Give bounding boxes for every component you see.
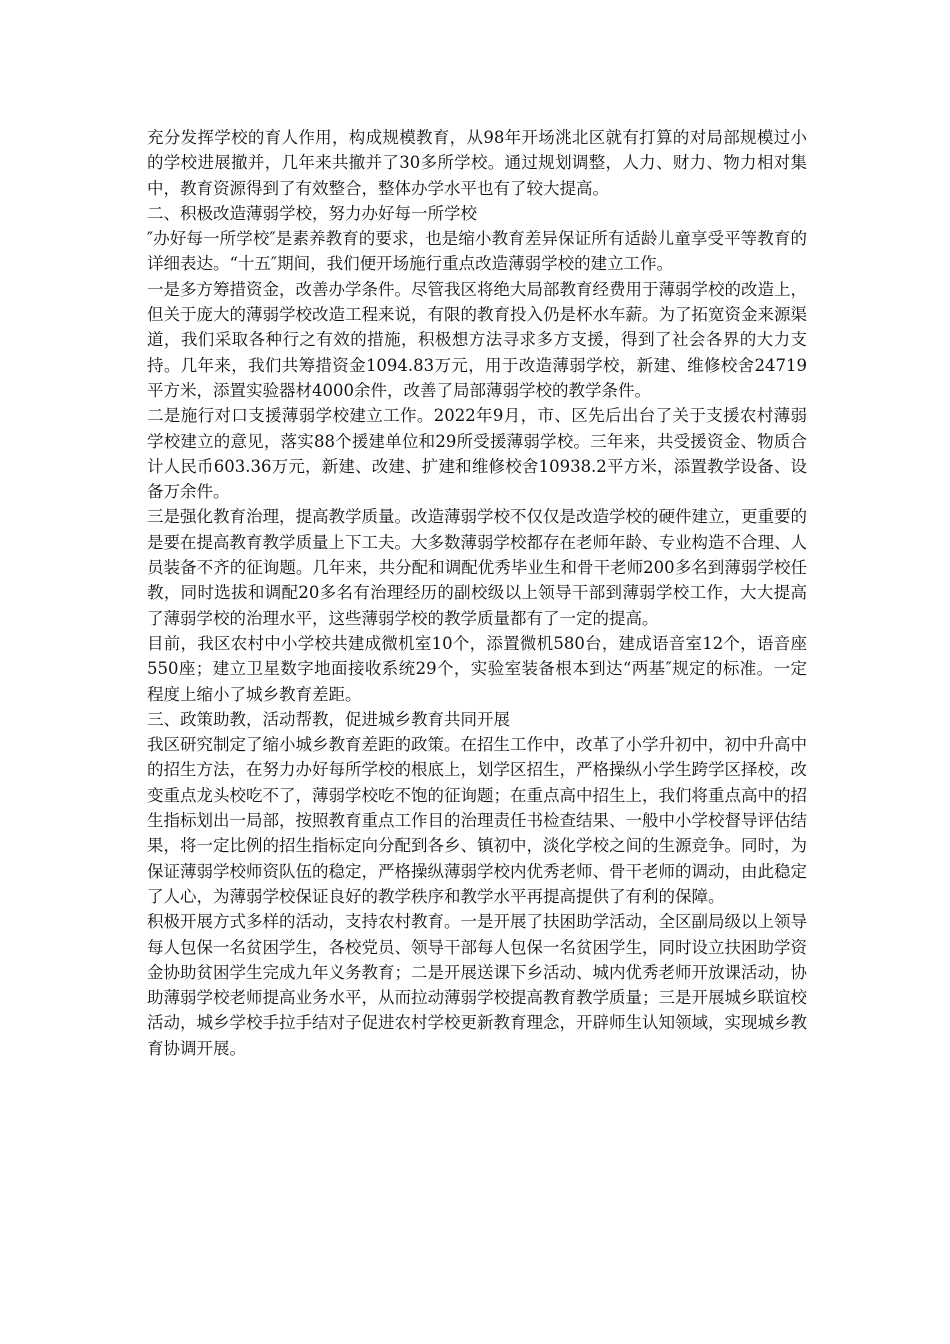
heading-section-three: 三、政策助教，活动帮教，促进城乡教育共同开展 xyxy=(147,709,510,729)
paragraph-rural-activities: 积极开展方式多样的活动，支持农村教育。一是开展了扶困助学活动，全区副局级以上领导每人包保一名贫困学生，各校党员、领导干部每人包保一名贫困学生，同时设立扶困助学资金协助贫困学生完成九年义务教育；二是开展送课下乡活动、城内优秀老师开放课活动，协助薄弱学校老师提高业务水平，从而拉动薄弱学校提高教育教学质量；三是开展城乡联谊校活动，城乡学校手拉手结对子促进农村学校更新教育理念，开辟师生认知领域，实现城乡教育协调开展。 xyxy=(147,912,807,1058)
paragraph-enrollment-policy: 我区研究制定了缩小城乡教育差距的政策。在招生工作中，改革了小学升初中，初中升高中的招生方法，在努力办好每所学校的根底上，划学区招生，严格操纵小学生跨学区择校，改变重点龙头校吃不了，薄弱学校吃不饱的征询题；在重点高中招生上，我们将重点高中的招生指标划出一局部，按照教育重点工作目的治理责任书检查结果、一般中小学校督导评估结果，将一定比例的招生指标定向分配到各乡、镇初中，淡化学校之间的生源竞争。同时，为保证薄弱学校师资队伍的稳定，严格操纵薄弱学校内优秀老师、骨干老师的调动，由此稳定了人心，为薄弱学校保证良好的教学秩序和教学水平再提高提供了有利的保障。 xyxy=(147,735,807,906)
paragraph-school-merger: 充分发挥学校的育人作用，构成规模教育，从98年开场洮北区就有打算的对局部规模过小的学校进展撤并，几年来共撤并了30多所学校。通过规划调整，人力、财力、物力相对集中，教育资源得到了有效整合，整体办学水平也有了较大提高。 xyxy=(147,128,807,198)
paragraph-paired-support: 二是施行对口支援薄弱学校建立工作。2022年9月，市、区先后出台了关于支援农村薄弱学校建立的意见，落实88个援建单位和29所受援薄弱学校。三年来，共受援资金、物质合计人民币603.36万元，新建、改建、扩建和维修校舍10938.2平方米，添置教学设备、设备万余件。 xyxy=(147,406,807,502)
paragraph-every-school: ″办好每一所学校″是素养教育的要求，也是缩小教育差异保证所有适龄儿童享受平等教育的详细表达。“十五″期间，我们便开场施行重点改造薄弱学校的建立工作。 xyxy=(147,229,807,274)
paragraph-funding: 一是多方筹措资金，改善办学条件。尽管我区将绝大局部教育经费用于薄弱学校的改造上，但关于庞大的薄弱学校改造工程来说，有限的教育投入仍是杯水车薪。为了拓宽资金来源渠道，我们采取各种行之有效的措施，积极想方法寻求多方支援，得到了社会各界的大力支持。几年来，我们共筹措资金1094.83万元，用于改造薄弱学校，新建、维修校舍24719平方米，添置实验器材4000余件，改善了局部薄弱学校的教学条件。 xyxy=(147,279,807,400)
document-body xyxy=(147,125,807,1061)
heading-section-two: 二、积极改造薄弱学校，努力办好每一所学校 xyxy=(147,203,477,223)
paragraph-equipment-status: 目前，我区农村中小学校共建成微机室10个，添置微机580台，建成语音室12个，语音座550座；建立卫星数字地面接收系统29个，实验室装备根本到达“两基″规定的标准。一定程度上缩小了城乡教育差距。 xyxy=(147,633,807,704)
paragraph-management: 三是强化教育治理，提高教学质量。改造薄弱学校不仅仅是改造学校的硬件建立，更重要的是要在提高教育教学质量上下工夫。大多数薄弱学校都存在老师年龄、专业构造不合理、人员装备不齐的征询题。几年来，共分配和调配优秀毕业生和骨干老师200多名到薄弱学校任教，同时选拔和调配20多名有治理经历的副校级以上领导干部到薄弱学校工作，大大提高了薄弱学校的治理水平，这些薄弱学校的教学质量都有了一定的提高。 xyxy=(147,507,807,628)
